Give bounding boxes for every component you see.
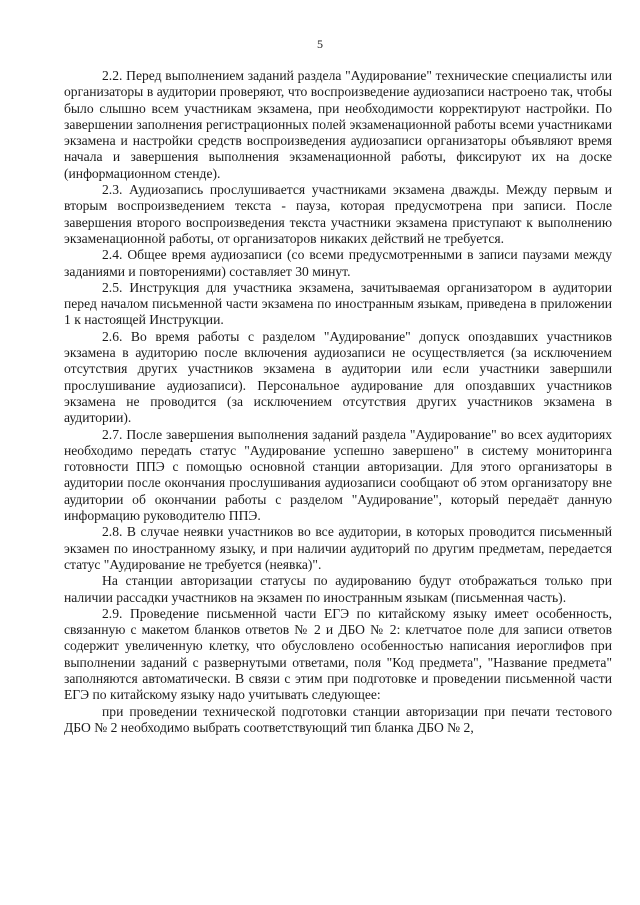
body-text [64, 68, 612, 736]
paragraph-2-8: 2.8. В случае неявки участников во все аудитории, в которых проводится письменный экзамен по иностранному языку, и при наличии аудиторий по другим предметам, передается статус "Аудирование не требуется (неявка)". [64, 524, 612, 572]
paragraph-2-2: 2.2. Перед выполнением заданий раздела "Аудирование" технические специалисты или организаторы в аудитории проверяют, что воспроизведение аудиозаписи настроено так, чтобы было слышно всем участникам экзамена, при необходимости корректируют настройки. По завершении заполнения регистрационных полей экзаменационной работы всеми участниками экзамена и настройки средств воспроизведения аудиозаписи организаторы объявляют время начала и завершения выполнения экзаменационной работы, фиксируют их на доске (информационном стенде). [64, 68, 612, 181]
paragraph-2-5: 2.5. Инструкция для участника экзамена, зачитываемая организатором в аудитории перед началом письменной части экзамена по иностранным языкам, приведена в приложении 1 к настоящей Инструкции. [64, 279, 612, 328]
paragraph-authorization-station-note: На станции авторизации статусы по аудированию будут отображаться только при наличии рассадки участников на экзамен по иностранным языкам (письменная часть). [64, 573, 612, 605]
paragraph-2-4: 2.4. Общее время аудиозаписи (со всеми предусмотренными в записи паузами между заданиями и повторениями) составляет 30 минут. [64, 247, 612, 279]
paragraph-2-6: 2.6. Во время работы с разделом "Аудирование" допуск опоздавших участников экзамена в аудиторию после включения аудиозаписи не осуществляется (за исключением отсутствия других участников экзамена в аудитории или если участники завершили прослушивание аудиозаписи). Персональное аудирование для опоздавших участников экзамена не проводится (за исключением отсутствия других участников экзамена в аудитории). [64, 328, 612, 426]
paragraph-2-7: 2.7. После завершения выполнения заданий раздела "Аудирование" во всех аудиториях необходимо передать статус "Аудирование успешно завершено" в систему мониторинга готовности ППЭ с помощью основной станции авторизации. Для этого организаторы в аудитории после окончания прослушивания аудиозаписи сообщают об этом организатору вне аудитории об окончании работы с разделом "Аудирование", который передаёт данную информацию руководителю ППЭ. [64, 426, 612, 524]
paragraph-2-9: 2.9. Проведение письменной части ЕГЭ по китайскому языку имеет особенность, связанную с макетом бланков ответов № 2 и ДБО № 2: клетчатое поле для записи ответов содержит увеличенную клетку, что обусловлено особенностью написания иероглифов при выполнении заданий с развернутыми ответами, поля "Код предмета", "Название предмета" заполняются автоматически. В связи с этим при подготовке и проведении письменной части ЕГЭ по китайскому языку надо учитывать следующее: [64, 605, 612, 703]
paragraph-2-3: 2.3. Аудиозапись прослушивается участниками экзамена дважды. Между первым и вторым воспроизведением текста - пауза, которая предусмотрена при записи. После завершения второго воспроизведения текста участники экзамена приступают к выполнению экзаменационной работы, от организаторов никаких действий не требуется. [64, 182, 612, 246]
page-number: 5 [317, 37, 323, 51]
paragraph-technical-preparation: при проведении технической подготовки станции авторизации при печати тестового ДБО № 2 необходимо выбрать соответствующий тип бланка ДБО № 2, [64, 703, 612, 735]
